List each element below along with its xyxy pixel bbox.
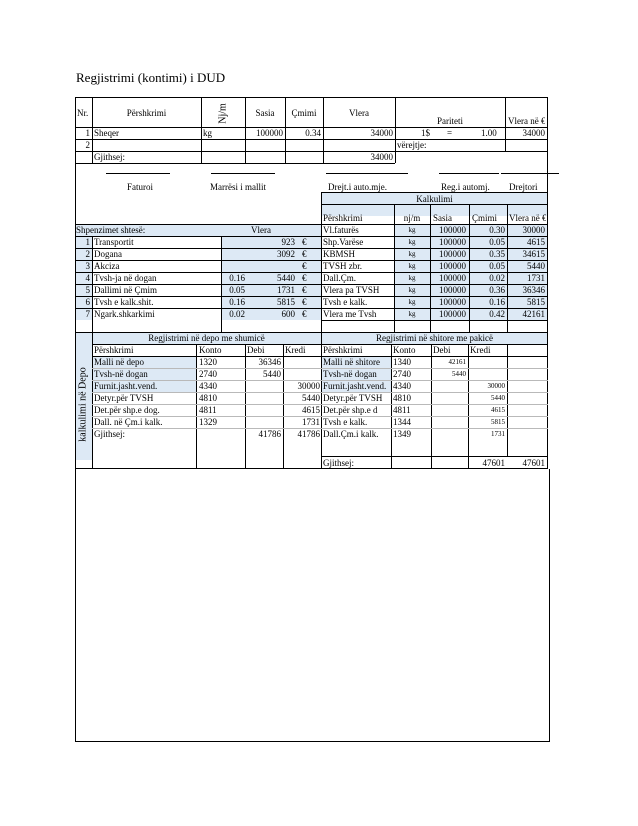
shp-cell-nr: 2 <box>85 249 90 259</box>
shp-cell-name: Dogana <box>94 249 122 259</box>
kalk-cell-qty: 100000 <box>439 225 466 235</box>
kalk-cell-price: 0.42 <box>489 309 505 319</box>
v-value <box>395 97 396 163</box>
pak-cell-konto: 1344 <box>393 417 411 427</box>
kalk-hdr-vlera: Vlera në € <box>509 213 547 223</box>
sig-reg-automj: Reg.i automj. <box>441 182 490 192</box>
sig-faturoi: Faturoi <box>127 182 153 192</box>
kalk-hdr-njm: nj/m <box>403 213 421 223</box>
item-fx: 1$ <box>421 128 430 138</box>
kalk-cell-unit: kg <box>408 274 416 282</box>
depo-cell-name: Malli në depo <box>94 357 144 367</box>
depo-title: Regjistrimi në depo me shumicë <box>148 333 265 343</box>
pak-cell-name: Furnit.jasht.vend. <box>323 381 387 391</box>
pak-cell-konto: 1340 <box>393 357 411 367</box>
shp-cell-rate: 0.16 <box>229 297 245 307</box>
kalk-cell-name: Dall.Çm. <box>323 273 356 283</box>
journal-v-mid <box>321 332 322 468</box>
kalk-cell-name: Vlera me Tvsh <box>323 309 377 319</box>
pak-cell-name: Tvsh e kalk. <box>323 417 368 427</box>
shp-cell-nr: 5 <box>85 285 90 295</box>
pak-cell-debi: 42161 <box>448 358 466 366</box>
shp-cell-nr: 4 <box>85 273 90 283</box>
kalk-cell-value: 5440 <box>527 261 545 271</box>
item-rate: 1.00 <box>481 128 497 138</box>
shp-cell-nr: 6 <box>85 297 90 307</box>
row2-nr: 2 <box>85 140 90 150</box>
shp-cell-name: Ngark.shkarkimi <box>94 309 155 319</box>
sig-drejt-auto: Drejt.i auto.mje. <box>328 182 387 192</box>
line-total <box>75 163 395 164</box>
shp-cell-currency: € <box>302 273 307 283</box>
pakice-hdr-konto: Konto <box>393 345 416 355</box>
pak-cell-name: Det.për shp.e d <box>323 405 378 415</box>
kalk-row-line <box>321 320 548 321</box>
depo-cell-debi: 36346 <box>258 357 281 367</box>
pak-cell-konto: 1349 <box>393 429 411 439</box>
shp-cell-rate: 0.05 <box>229 285 245 295</box>
depo-cell-name: Furnit.jasht.vend. <box>94 381 158 391</box>
sig-line-5 <box>501 173 559 174</box>
pak-cell-name: Malli në shitore <box>323 357 380 367</box>
kalk-cell-qty: 100000 <box>439 285 466 295</box>
depo-cell-name: Gjithsej: <box>94 429 125 439</box>
shp-cell-currency: € <box>302 237 307 247</box>
kalk-cell-price: 0.36 <box>489 285 505 295</box>
kalk-cell-unit: kg <box>408 286 416 294</box>
item-price: 0.34 <box>305 128 321 138</box>
pakice-total-debi: 47601 <box>482 458 505 468</box>
kalk-cell-price: 0.30 <box>489 225 505 235</box>
pak-cell-kredi: 5815 <box>491 418 505 426</box>
kalk-cell-value: 4615 <box>527 237 545 247</box>
journal-v-side <box>92 332 93 468</box>
pak-cell-kredi: 4615 <box>491 406 505 414</box>
depo-cell-debi: 41786 <box>258 429 281 439</box>
kalk-cell-qty: 100000 <box>439 297 466 307</box>
pak-cell-konto: 4340 <box>393 381 411 391</box>
item-qty: 100000 <box>256 128 283 138</box>
kalk-cell-qty: 100000 <box>439 261 466 271</box>
shp-cell-value: 5815 <box>277 297 295 307</box>
row2-verejtje: vërejtje: <box>397 140 427 150</box>
pak-cell-konto: 4811 <box>393 405 411 415</box>
kalk-cell-price: 0.35 <box>489 249 505 259</box>
kalk-left <box>321 192 322 332</box>
item-value: 34000 <box>370 128 393 138</box>
kalk-cell-unit: kg <box>408 226 416 234</box>
depo-hdr-kredi: Kredi <box>285 345 306 355</box>
item-name: Sheqer <box>94 128 119 138</box>
shp-cell-name: Dallimi në Çmim <box>94 285 157 295</box>
empty-area <box>75 469 550 742</box>
shp-cell-name: Tvsh e kalk.shit. <box>94 297 154 307</box>
hdr-sasia: Sasia <box>255 108 275 118</box>
shp-cell-name: Transportit <box>94 237 134 247</box>
sig-drejtori: Drejtori <box>509 182 538 192</box>
kalk-cell-name: Vlera pa TVSH <box>323 285 380 295</box>
kalk-cell-value: 42161 <box>522 309 545 319</box>
depo-cell-debi: 5440 <box>263 369 281 379</box>
depo-cell-konto: 4811 <box>199 405 217 415</box>
shp-cell-value: 923 <box>281 237 295 247</box>
sig-line-1 <box>106 173 170 174</box>
shp-cell-rate: 0.02 <box>229 309 245 319</box>
depo-cell-name: Dall. në Çm.i kalk. <box>94 417 163 427</box>
kalk-cell-value: 36346 <box>522 285 545 295</box>
kalk-cell-unit: kg <box>408 262 416 270</box>
dud-sheet <box>75 97 548 469</box>
pak-cell-konto: 4810 <box>393 393 411 403</box>
kalk-cell-unit: kg <box>408 310 416 318</box>
kalk-hdr-pershkrimi: Përshkrimi <box>323 213 363 223</box>
sig-line-3 <box>326 173 408 174</box>
depo-cell-konto: 4340 <box>199 381 217 391</box>
pakice-total-kredi: 47601 <box>522 458 545 468</box>
v-desc <box>201 97 202 163</box>
kalk-cell-value: 34615 <box>522 249 545 259</box>
depo-v1 <box>196 344 197 468</box>
pak-cell-kredi: 1731 <box>491 430 505 438</box>
hdr-nr: Nr. <box>77 108 89 118</box>
kalk-cell-price: 0.05 <box>489 237 505 247</box>
shp-cell-value: 3092 <box>277 249 295 259</box>
depo-cell-konto: 4810 <box>199 393 217 403</box>
kalk-cell-unit: kg <box>408 238 416 246</box>
depo-cell-konto: 1329 <box>199 417 217 427</box>
pakice-hdr-debi: Debi <box>433 345 451 355</box>
depo-cell-name: Det.për shp.e dog. <box>94 405 160 415</box>
v-pariteti <box>505 97 506 151</box>
kalk-cell-qty: 100000 <box>439 273 466 283</box>
kalk-cell-value: 30000 <box>522 225 545 235</box>
kalk-cell-unit: kg <box>408 250 416 258</box>
pak-v1 <box>391 344 392 468</box>
shp-cell-nr: 3 <box>85 261 90 271</box>
pak-cell-debi: 5440 <box>452 370 466 378</box>
kalk-cell-qty: 100000 <box>439 249 466 259</box>
item-eq: = <box>447 128 453 138</box>
depo-cell-kredi: 4615 <box>302 405 320 415</box>
hdr-pariteti: Pariteti <box>437 116 463 126</box>
pakice-title: Regjistrimi në shitore me pakicë <box>376 333 493 343</box>
pakice-total-label: Gjithsej: <box>323 458 354 468</box>
kalkulimi-title: Kalkulimi <box>416 194 453 204</box>
depo-cell-kredi: 30000 <box>297 381 320 391</box>
kalk-cell-qty: 100000 <box>439 309 466 319</box>
hdr-pershkrimi: Përshkrimi <box>126 108 167 118</box>
depo-hdr-debi: Debi <box>247 345 265 355</box>
kalk-cell-unit: kg <box>408 298 416 306</box>
shp-cell-value: 600 <box>281 309 295 319</box>
depo-hdr-konto: Konto <box>199 345 222 355</box>
pak-cell-kredi: 5440 <box>491 394 505 402</box>
sig-line-4 <box>439 173 499 174</box>
depo-cell-name: Tvsh-në dogan <box>94 369 148 379</box>
depo-cell-konto: 2740 <box>199 369 217 379</box>
kalk-cell-qty: 100000 <box>439 237 466 247</box>
depo-side-label: kalkulimi në Depo <box>77 367 89 442</box>
shp-cell-nr: 7 <box>85 309 90 319</box>
kalk-hdr-sasia: Sasia <box>433 213 452 223</box>
depo-cell-kredi: 41786 <box>297 429 320 439</box>
pak-cell-konto: 2740 <box>393 369 411 379</box>
border-top <box>75 97 548 98</box>
shpenzimet-vlera: Vlera <box>251 225 271 235</box>
pak-cell-name: Dall.Çm.i kalk. <box>323 429 379 439</box>
shp-cell-value: 5440 <box>277 273 295 283</box>
hdr-vlera: Vlera <box>349 108 369 118</box>
shp-cell-nr: 1 <box>85 237 90 247</box>
hdr-njm: Nj/m <box>217 103 229 124</box>
kalk-cell-value: 5815 <box>527 297 545 307</box>
total-value: 34000 <box>370 152 393 162</box>
kalk-top <box>321 192 548 193</box>
sig-marresi: Marrësi i mallit <box>210 182 266 192</box>
hdr-vlera-eur: Vlera në € <box>508 116 546 126</box>
shp-cell-currency: € <box>302 249 307 259</box>
item-nr: 1 <box>85 128 90 138</box>
kalk-title-bottom <box>321 204 548 205</box>
kalk-cell-name: Tvsh e kalk. <box>323 297 368 307</box>
kalk-hdr-cmimi: Çmimi <box>472 213 498 223</box>
kalk-cell-price: 0.16 <box>489 297 505 307</box>
kalk-cell-price: 0.05 <box>489 261 505 271</box>
pakice-hdr-pershkrimi: Përshkrimi <box>323 345 363 355</box>
kalk-cell-name: Vl.faturës <box>323 225 359 235</box>
depo-hdr-pershkrimi: Përshkrimi <box>94 345 134 355</box>
kalk-cell-name: KBMSH <box>323 249 356 259</box>
depo-cell-name: Detyr.për TVSH <box>94 393 154 403</box>
shp-cell-currency: € <box>302 261 307 271</box>
pak-cell-name: Tvsh-në dogan <box>323 369 377 379</box>
total-label: Gjithsej: <box>94 152 125 162</box>
shp-cell-currency: € <box>302 309 307 319</box>
depo-cell-kredi: 1731 <box>302 417 320 427</box>
pak-v4 <box>507 344 508 456</box>
line-row1 <box>75 139 548 140</box>
item-unit: kg <box>203 128 212 138</box>
line-row2 <box>75 151 548 152</box>
pakice-hdr-kredi: Kredi <box>470 345 491 355</box>
hdr-cmimi: Çmimi <box>291 108 317 118</box>
shp-cell-rate: 0.16 <box>229 273 245 283</box>
border-right <box>547 97 548 469</box>
sig-line-2 <box>211 173 275 174</box>
pak-cell-kredi: 30000 <box>487 382 505 390</box>
kalk-cell-name: TVSH zbr. <box>323 261 362 271</box>
shp-cell-value: 1731 <box>277 285 295 295</box>
pak-cell-name: Detyr.për TVSH <box>323 393 383 403</box>
kalk-cell-price: 0.02 <box>489 273 505 283</box>
shp-cell-name: Akciza <box>94 261 120 271</box>
kalk-cell-value: 1731 <box>527 273 545 283</box>
shp-cell-currency: € <box>302 285 307 295</box>
document-title: Regjistrimi (kontimi) i DUD <box>76 70 226 85</box>
item-value-eur: 34000 <box>522 128 545 138</box>
kalk-cell-name: Shp.Varëse <box>323 237 364 247</box>
depo-cell-konto: 1320 <box>199 357 217 367</box>
depo-cell-kredi: 5440 <box>302 393 320 403</box>
shp-cell-currency: € <box>302 297 307 307</box>
shp-cell-name: Tvsh-ja në dogan <box>94 273 157 283</box>
shpenzimet-title: Shpenzimet shtesë: <box>76 225 146 235</box>
